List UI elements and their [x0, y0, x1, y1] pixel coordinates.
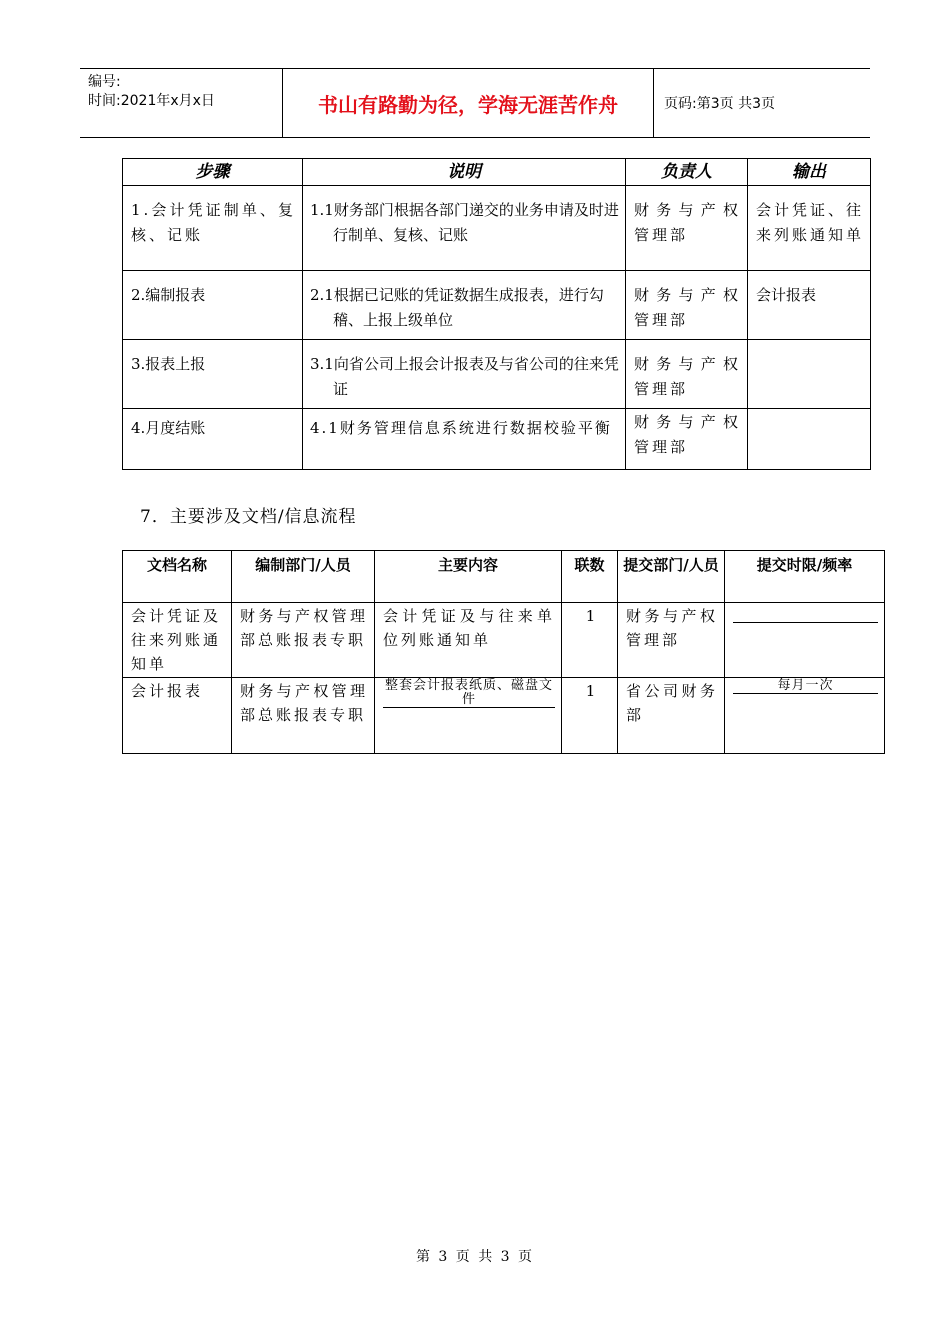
desc-cell: 1.1财务部门根据各部门递交的业务申请及时进行制单、复核、记账: [303, 186, 626, 271]
col-header-submit: 提交部门/人员: [618, 551, 725, 603]
steps-table-header: [123, 159, 871, 186]
section-title: 7．主要涉及文档/信息流程: [140, 507, 357, 527]
documents-table: [122, 550, 885, 754]
time-label: 时间:2021年x月x日: [88, 93, 215, 109]
deadline-cell: [725, 678, 885, 754]
table-row: [123, 186, 871, 271]
doc-name-cell: 会计凭证及往来列账通知单: [123, 603, 232, 678]
copies-cell: 1: [562, 678, 618, 754]
number-label: 编号:: [88, 74, 121, 90]
page-footer: 第 3 页 共 3 页: [415, 1249, 535, 1265]
output-cell: [748, 340, 871, 409]
dept-cell: 财务与产权管理部总账报表专职: [232, 678, 375, 754]
content-underlined: 整套会计报表纸质、磁盘文件: [384, 678, 553, 707]
content-cell: 会计凭证及与往来单位列账通知单: [375, 603, 562, 678]
owner-cell: 财务与产权管理部: [626, 340, 748, 409]
desc-cell: 2.1根据已记账的凭证数据生成报表，进行勾稽、上报上级单位: [303, 271, 626, 340]
output-cell: 会计报表: [748, 271, 871, 340]
steps-table: [122, 158, 871, 470]
output-cell: [748, 409, 871, 470]
page-header: [80, 68, 870, 138]
owner-cell: 财务与产权管理部: [626, 186, 748, 271]
step-cell: 1.会计凭证制单、复核、记账: [123, 186, 303, 271]
col-header-owner: 负责人: [626, 159, 748, 186]
table-row: [123, 409, 871, 470]
output-cell: 会计凭证、往来列账通知单: [748, 186, 871, 271]
dept-cell: 财务与产权管理部总账报表专职: [232, 603, 375, 678]
table-row: [123, 603, 885, 678]
col-header-output: 输出: [748, 159, 871, 186]
documents-table-header: [123, 551, 885, 603]
col-header-content: 主要内容: [375, 551, 562, 603]
step-cell: 4.月度结账: [123, 409, 303, 470]
owner-cell: 财务与产权管理部: [626, 271, 748, 340]
step-cell: 2.编制报表: [123, 271, 303, 340]
table-row: [123, 271, 871, 340]
col-header-step: 步骤: [123, 159, 303, 186]
deadline-line: [733, 604, 878, 623]
col-header-copies: 联数: [562, 551, 618, 603]
col-header-desc: 说明: [303, 159, 626, 186]
col-header-dept: 编制部门/人员: [232, 551, 375, 603]
deadline-cell: [725, 603, 885, 678]
copies-cell: 1: [562, 603, 618, 678]
header-page-code: 页码:第3页 共3页: [664, 96, 775, 112]
table-row: [123, 340, 871, 409]
col-header-doc-name: 文档名称: [123, 551, 232, 603]
content-cell: [375, 678, 562, 754]
submit-cell: 财务与产权管理部: [618, 603, 725, 678]
table-row: [123, 678, 885, 754]
owner-cell: 财务与产权管理部: [626, 409, 748, 470]
doc-name-cell: 会计报表: [123, 678, 232, 754]
header-meta: [80, 69, 282, 137]
submit-cell: 省公司财务部: [618, 678, 725, 754]
desc-cell: 4.1财务管理信息系统进行数据校验平衡: [303, 409, 626, 470]
col-header-deadline: 提交时限/频率: [725, 551, 885, 603]
step-cell: 3.报表上报: [123, 340, 303, 409]
desc-cell: 3.1向省公司上报会计报表及与省公司的往来凭证: [303, 340, 626, 409]
header-motto: 书山有路勤为径，学海无涯苦作舟: [282, 69, 654, 137]
deadline-underlined: 每月一次: [733, 679, 878, 694]
